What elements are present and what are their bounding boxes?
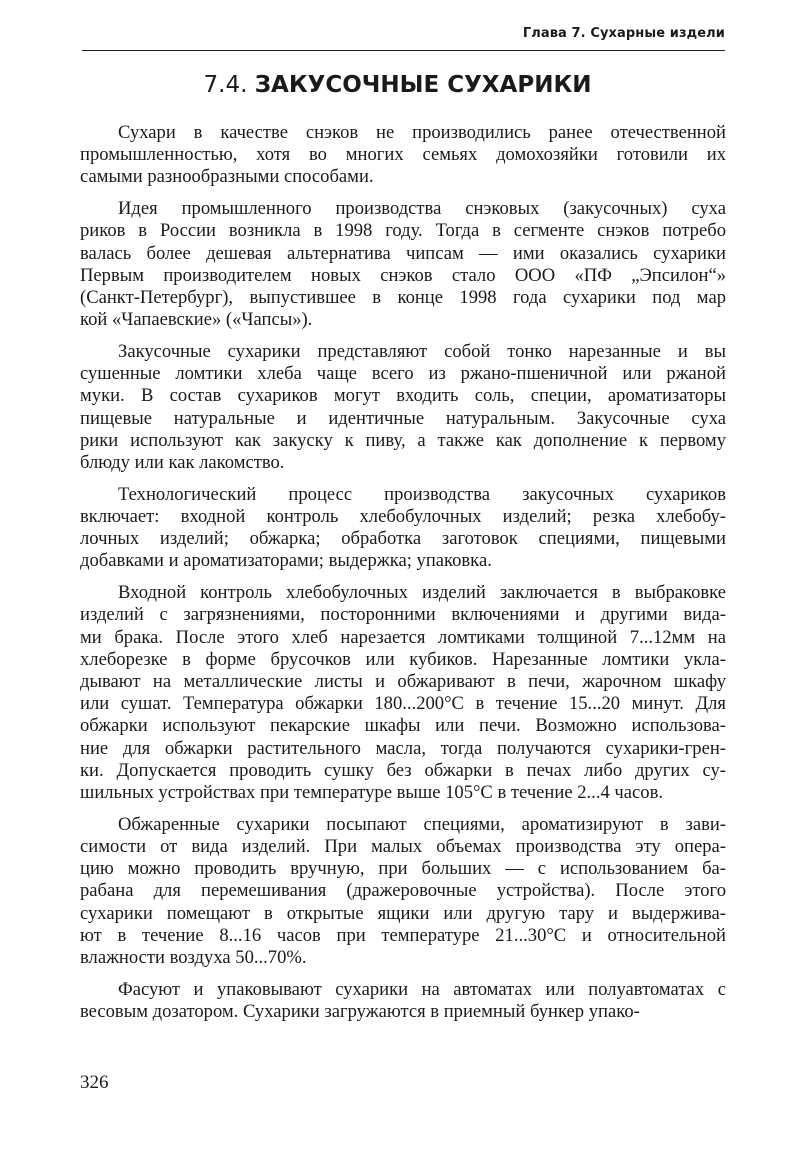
text-line: шильных устройствах при температуре выше 105°С в течение 2...4 часов.: [80, 782, 663, 804]
text-line: пищевые натуральные и идентичные натуральным. Закусочные суха: [80, 407, 726, 429]
text-line: изделий с загрязнениями, посторонними включениями и другими вида-: [80, 604, 726, 626]
section-number: 7.4.: [203, 72, 248, 98]
text-line: Входной контроль хлебобулочных изделий заключается в выбраковке: [118, 582, 726, 604]
page-number: 326: [80, 1072, 109, 1093]
paragraph: [80, 122, 726, 189]
text-line: добавками и ароматизаторами; выдержка; упаковка.: [80, 550, 492, 572]
text-line: Технологический процесс производства закусочных сухариков: [118, 483, 726, 505]
text-line: муки. В состав сухариков могут входить соль, специи, ароматизаторы: [80, 385, 726, 407]
text-line: Обжаренные сухарики посыпают специями, ароматизируют в зави-: [118, 813, 726, 835]
section-title: [0, 72, 795, 98]
text-line: хлеборезке в форме брусочков или кубиков. Нарезанные ломтики укла-: [80, 648, 726, 670]
running-head: Глава 7. Сухарные издели: [522, 26, 725, 41]
text-line: Фасуют и упаковывают сухарики на автоматах или полуавтоматах с: [118, 978, 726, 1000]
text-line: Закусочные сухарики представляют собой тонко нарезанные и вы: [118, 341, 726, 363]
body-text: [80, 122, 726, 1033]
text-line: сушенные ломтики хлеба чаще всего из ржано-пшеничной или ржаной: [80, 363, 726, 385]
paragraph: [80, 484, 726, 573]
text-line: ние для обжарки растительного масла, тогда получаются сухарики-грен-: [80, 737, 726, 759]
paragraph: [80, 582, 726, 804]
text-line: симости от вида изделий. При малых объемах производства эту опера-: [80, 836, 726, 858]
text-line: Идея промышленного производства снэковых (закусочных) суха: [118, 198, 726, 220]
text-line: рики используют как закуску к пиву, а также как дополнение к первому: [80, 429, 726, 451]
section-name: ЗАКУСОЧНЫЕ СУХАРИКИ: [254, 72, 592, 98]
text-line: блюду или как лакомство.: [80, 452, 285, 474]
header-rule: [82, 50, 725, 51]
text-line: или сушат. Температура обжарки 180...200°С в течение 15...20 минут. Для: [80, 693, 726, 715]
text-line: (Санкт-Петербург), выпустившее в конце 1998 года сухарики под мар: [80, 287, 726, 309]
paragraph: [80, 814, 726, 969]
paragraph: [80, 198, 726, 331]
text-line: весовым дозатором. Сухарики загружаются в приемный бункер упако-: [80, 1001, 640, 1023]
text-line: валась более дешевая альтернатива чипсам — ими оказались сухарики: [80, 242, 726, 264]
text-line: рабана для перемешивания (дражеровочные устройства). После этого: [80, 880, 726, 902]
text-line: сухарики помещают в открытые ящики или другую тару и выдержива-: [80, 902, 726, 924]
text-line: Сухари в качестве снэков не производились ранее отечественной: [118, 122, 726, 143]
text-line: дывают на металлические листы и обжаривают в печи, жарочном шкафу: [80, 671, 726, 693]
paragraph: [80, 979, 726, 1023]
text-line: цию можно проводить вручную, при больших — с использованием ба-: [80, 858, 726, 880]
text-line: самыми разнообразными способами.: [80, 166, 374, 188]
text-line: промышленностью, хотя во многих семьях домохозяйки готовили их: [80, 144, 726, 166]
text-line: ки. Допускается проводить сушку без обжарки в печах либо других су-: [80, 759, 726, 781]
text-line: влажности воздуха 50...70%.: [80, 947, 307, 969]
text-line: лочных изделий; обжарка; обработка заготовок специями, пищевыми: [80, 528, 726, 550]
text-line: ют в течение 8...16 часов при температуре 21...30°С и относительной: [80, 924, 726, 946]
paragraph: [80, 341, 726, 474]
text-line: Первым производителем новых снэков стало ООО «ПФ „Эпсилон“»: [80, 264, 726, 286]
text-line: риков в России возникла в 1998 году. Тогда в сегменте снэков потребо: [80, 220, 726, 242]
text-line: обжарки используют пекарские шкафы или печи. Возможно использова-: [80, 715, 726, 737]
text-line: ми брака. После этого хлеб нарезается ломтиками толщиной 7...12мм на: [80, 626, 726, 648]
text-line: кой «Чапаевские» («Чапсы»).: [80, 309, 313, 331]
text-line: включает: входной контроль хлебобулочных изделий; резка хлебобу-: [80, 506, 726, 528]
